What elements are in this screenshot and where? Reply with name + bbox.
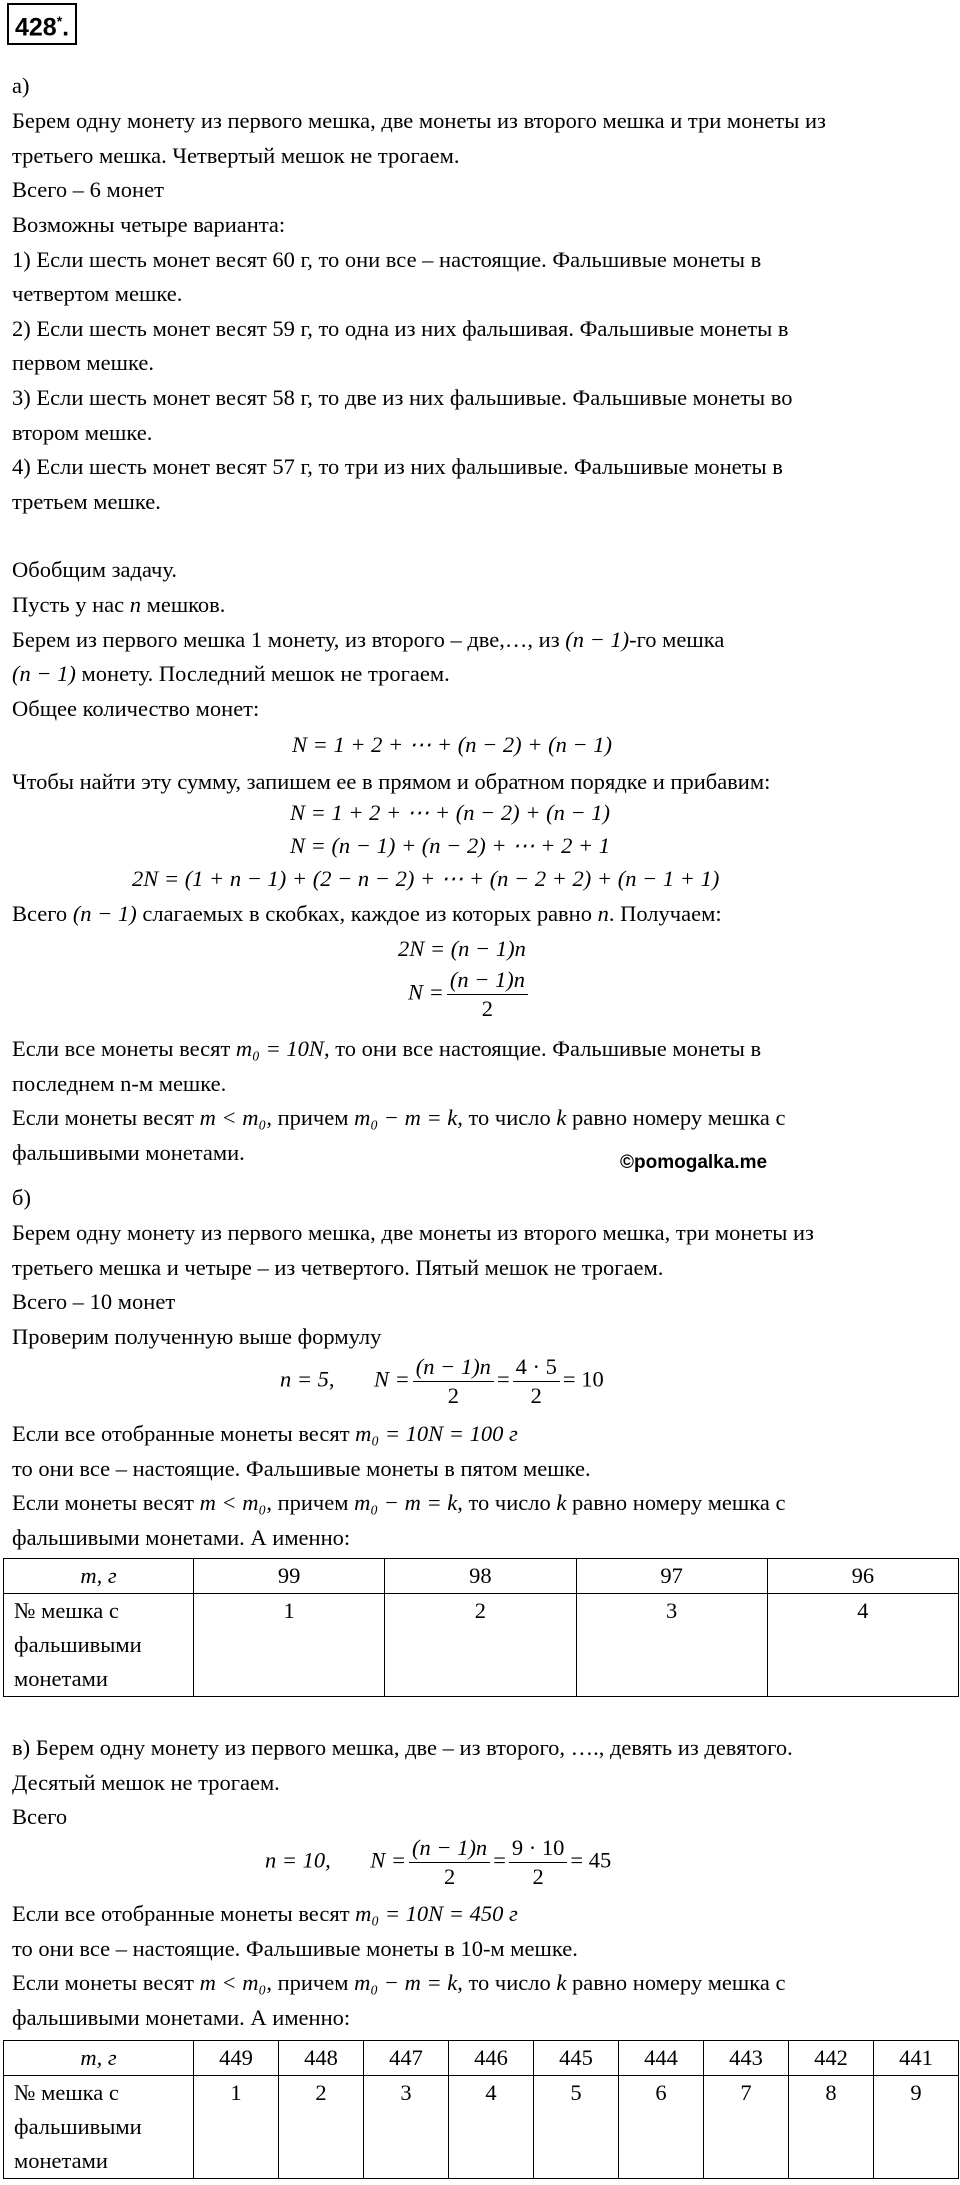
text-line: Возможны четыре варианта:: [12, 212, 286, 237]
text-line: фальшивыми монетами.: [12, 1140, 245, 1165]
equation-sum-pairs: 2N = (1 + n − 1) + (2 − n − 2) + ⋯ + (n − 2 + 2) + (n − 1 + 1): [132, 866, 720, 891]
text-line: первом мешке.: [12, 350, 154, 375]
table-cell: 4: [449, 2076, 534, 2179]
table-c: [3, 2040, 959, 2179]
equation-2n: 2N = (n − 1)n: [398, 936, 526, 961]
text-line: Если монеты весят m < m₀, причем m₀ − m = k, то число k равно номеру мешка с: [12, 1490, 786, 1515]
table-cell: 97: [576, 1559, 767, 1594]
equation-check: n = 5, N = $\frac{(n - 1)n}{2}$ = $\frac{4 \cdot 5}{2}$ = 10: [280, 1354, 604, 1408]
text-line: 4) Если шесть монет весят 57 г, то три из них фальшивые. Фальшивые монеты в: [12, 454, 783, 479]
table-cell: 442: [789, 2041, 874, 2076]
text-line: Чтобы найти эту сумму, запишем ее в прямом и обратном порядке и прибавим:: [12, 769, 771, 794]
text-line: Берем одну монету из первого мешка, две монеты из второго мешка, три монеты из: [12, 1220, 814, 1245]
text-line: четвертом мешке.: [12, 281, 183, 306]
text-line: последнем n-м мешке.: [12, 1071, 227, 1096]
equation-sum: N = 1 + 2 + ⋯ + (n − 2) + (n − 1): [292, 732, 613, 757]
text-line: Проверим полученную выше формулу: [12, 1324, 382, 1349]
text-line: Всего – 6 монет: [12, 177, 164, 202]
table-cell: 96: [767, 1559, 958, 1594]
text-line: то они все – настоящие. Фальшивые монеты в 10-м мешке.: [12, 1936, 578, 1961]
equation-forward: N = 1 + 2 + ⋯ + (n − 2) + (n − 1): [290, 800, 611, 825]
text-line: Десятый мешок не трогаем.: [12, 1770, 280, 1795]
text-line: 2) Если шесть монет весят 59 г, то одна из них фальшивая. Фальшивые монеты в: [12, 316, 789, 341]
text-line: Общее количество монет:: [12, 696, 260, 721]
table-cell: 9: [874, 2076, 959, 2179]
table-cell: 5: [534, 2076, 619, 2179]
equation-n-formula: N = $\frac{(n - 1)n}{2}$: [408, 968, 531, 1020]
table-cell: 3: [364, 2076, 449, 2179]
fraction: $\frac{(n - 1)n}{2}$: [413, 1355, 494, 1407]
equation-check: n = 10, N = $\frac{(n - 1)n}{2}$ = $\frac{9 \cdot 10}{2}$ = 45: [265, 1835, 612, 1889]
table-cell: 446: [449, 2041, 534, 2076]
text-line: третьем мешке.: [12, 489, 161, 514]
equation-reverse: N = (n − 1) + (n − 2) + ⋯ + 2 + 1: [290, 833, 611, 858]
part-b-label: б): [12, 1185, 31, 1210]
text-line: Если монеты весят m < m₀, причем m₀ − m = k, то число k равно номеру мешка с: [12, 1105, 786, 1130]
fraction: $\frac{(n - 1)n}{2}$: [447, 968, 528, 1020]
text-line: в) Берем одну монету из первого мешка, две – из второго, …., девять из девятого.: [12, 1735, 793, 1760]
table-cell: 4: [767, 1594, 958, 1697]
text-line: 3) Если шесть монет весят 58 г, то две из них фальшивые. Фальшивые монеты во: [12, 385, 793, 410]
table-cell: 99: [194, 1559, 385, 1594]
text-line: третьего мешка и четыре – из четвертого. Пятый мешок не трогаем.: [12, 1255, 664, 1280]
table-cell: 444: [619, 2041, 704, 2076]
table-cell: 449: [194, 2041, 279, 2076]
problem-mark: *: [56, 13, 63, 29]
table-cell: 445: [534, 2041, 619, 2076]
text-line: то они все – настоящие. Фальшивые монеты в пятом мешке.: [12, 1456, 591, 1481]
table-header-mass: m, г: [4, 2041, 194, 2076]
text-line: Всего: [12, 1804, 68, 1829]
text-line: Берем из первого мешка 1 монету, из второго – две,…, из (n − 1)-го мешка: [12, 627, 725, 652]
table-b: [3, 1558, 959, 1697]
table-cell: 8: [789, 2076, 874, 2179]
table-header-mass: m, г: [4, 1559, 194, 1594]
table-cell: 448: [279, 2041, 364, 2076]
text-line: Если монеты весят m < m₀, причем m₀ − m = k, то число k равно номеру мешка с: [12, 1970, 786, 1995]
table-cell: 443: [704, 2041, 789, 2076]
text-line: Если все отобранные монеты весят m₀ = 10N = 100 г: [12, 1421, 518, 1446]
fraction: $\frac{(n - 1)n}{2}$: [409, 1836, 490, 1888]
table-cell: 1: [194, 1594, 385, 1697]
part-a-label: а): [12, 73, 30, 98]
text-line: фальшивыми монетами. А именно:: [12, 1525, 351, 1550]
text-line: Пусть у нас n мешков.: [12, 592, 226, 617]
text-line: 1) Если шесть монет весят 60 г, то они все – настоящие. Фальшивые монеты в: [12, 247, 762, 272]
text-line: фальшивыми монетами. А именно:: [12, 2005, 351, 2030]
table-cell: 7: [704, 2076, 789, 2179]
text-line: (n − 1) монету. Последний мешок не трогаем.: [12, 661, 450, 686]
text-line: третьего мешка. Четвертый мешок не трогаем.: [12, 143, 460, 168]
table-cell: 447: [364, 2041, 449, 2076]
text-line: Если все отобранные монеты весят m₀ = 10N = 450 г: [12, 1901, 518, 1926]
table-cell: 441: [874, 2041, 959, 2076]
table-row: [4, 2041, 959, 2076]
table-row: [4, 1559, 959, 1594]
table-header-bag: № мешка с фальшивыми монетами: [4, 2076, 194, 2179]
table-row: [4, 2076, 959, 2179]
problem-number: 428*.: [7, 3, 77, 45]
table-cell: 3: [576, 1594, 767, 1697]
watermark: ©pomogalka.me: [620, 1152, 768, 1173]
text-line: Если все монеты весят m₀ = 10N, то они все настоящие. Фальшивые монеты в: [12, 1036, 762, 1061]
text-line: Всего (n − 1) слагаемых в скобках, каждое из которых равно n. Получаем:: [12, 901, 722, 926]
text-line: втором мешке.: [12, 420, 153, 445]
table-header-bag: № мешка с фальшивыми монетами: [4, 1594, 194, 1697]
table-cell: 2: [385, 1594, 576, 1697]
text-line: Всего – 10 монет: [12, 1289, 176, 1314]
text-line: Берем одну монету из первого мешка, две монеты из второго мешка и три монеты из: [12, 108, 826, 133]
text-line: Обобщим задачу.: [12, 557, 177, 582]
table-cell: 98: [385, 1559, 576, 1594]
fraction: $\frac{4 \cdot 5}{2}$: [513, 1355, 560, 1407]
table-cell: 6: [619, 2076, 704, 2179]
fraction: $\frac{9 \cdot 10}{2}$: [509, 1836, 568, 1888]
table-cell: 1: [194, 2076, 279, 2179]
table-cell: 2: [279, 2076, 364, 2179]
table-row: [4, 1594, 959, 1697]
